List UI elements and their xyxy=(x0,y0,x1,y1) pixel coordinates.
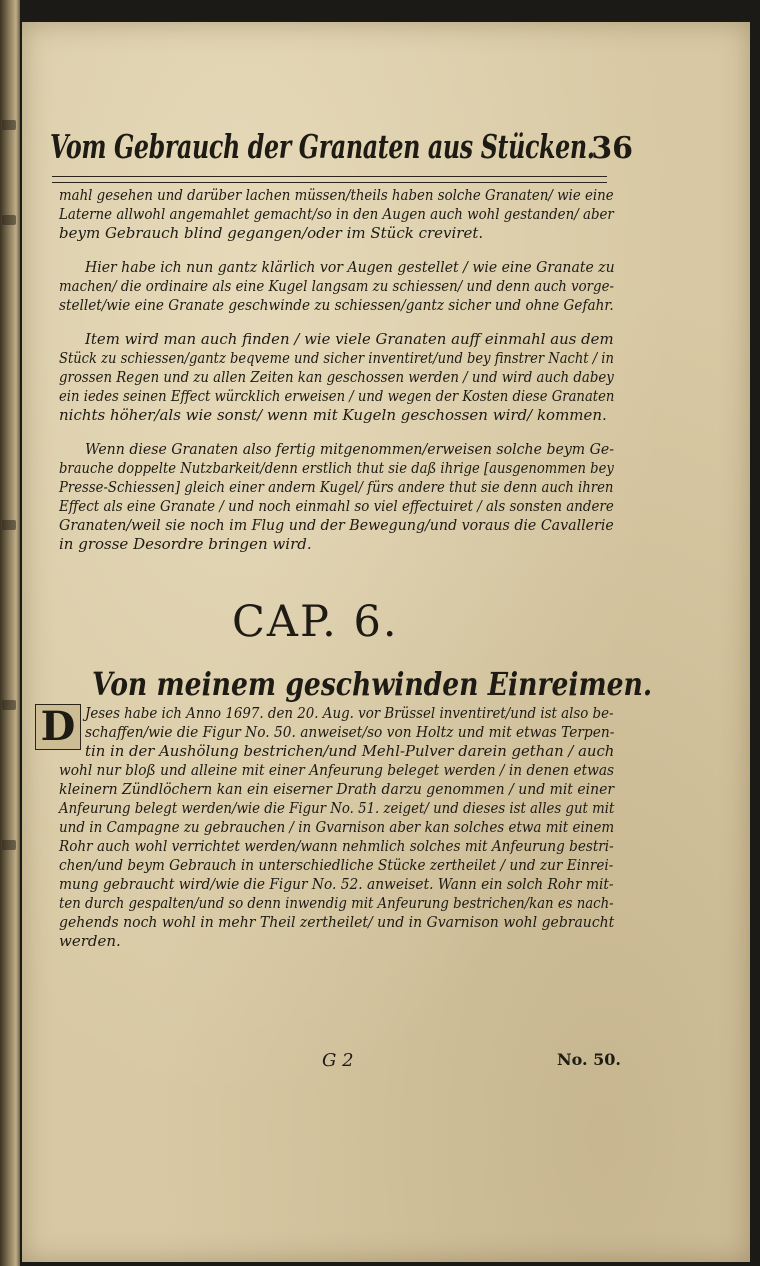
text-line: Wenn diese Granaten also fertig mitgenommen/erweisen solche beym Ge- xyxy=(85,440,615,458)
facing-page-edge xyxy=(0,0,20,1266)
text-line: nichts höher/als wie sonst/ wenn mit Kugeln geschossen wird/ kommen. xyxy=(59,406,607,424)
text-line: wohl nur bloß und alleine mit einer Anfeurung beleget werden / in denen etwas xyxy=(59,761,615,779)
page-number: 36 xyxy=(591,131,633,166)
text-line: in grosse Desordre bringen wird. xyxy=(59,535,312,553)
header-rule xyxy=(52,176,607,177)
text-line: Stück zu schiessen/gantz beqveme und sicher inventiret/und bey finstrer Nacht / in xyxy=(59,349,614,367)
text-line: Presse-Schiessen] gleich einer andern Kugel/ fürs andere thut sie denn auch ihren xyxy=(59,478,614,496)
text-line: Hier habe ich nun gantz klärlich vor Augen gestellet / wie eine Granate zu xyxy=(85,258,615,276)
text-line: tin in der Aushölung bestrichen/und Mehl-Pulver darein gethan / auch xyxy=(85,742,615,760)
text-line: machen/ die ordinaire als eine Kugel langsam zu schiessen/ und denn auch vorge- xyxy=(59,277,614,295)
text-line: schaffen/wie die Figur No. 50. anweiset/so von Holtz und mit etwas Terpen- xyxy=(85,723,615,741)
text-line: Rohr auch wohl verrichtet werden/wann nehmlich solches mit Anfeurung bestri- xyxy=(59,837,614,855)
book-page xyxy=(22,22,750,1262)
catchword: No. 50. xyxy=(557,1050,621,1069)
chapter-number: CAP. 6. xyxy=(232,597,399,647)
decorated-initial: D xyxy=(35,704,81,750)
text-line: Laterne allwohl angemahlet gemacht/so in den Augen auch wohl gestanden/ aber xyxy=(59,205,614,223)
text-line: und in Campagne zu gebrauchen / in Gvarnison aber kan solches etwa mit einem xyxy=(59,818,615,836)
text-line: stellet/wie eine Granate geschwinde zu schiessen/gantz sicher und ohne Gefahr. xyxy=(59,296,614,314)
text-line: kleinern Zündlöchern kan ein eiserner Drath darzu genommen / und mit einer xyxy=(59,780,615,798)
text-line: brauche doppelte Nutzbarkeit/denn erstlich thut sie daß ihrige [ausgenommen bey xyxy=(59,459,614,477)
text-line: Jeses habe ich Anno 1697. den 20. Aug. vor Brüssel inventiret/und ist also be- xyxy=(85,704,614,722)
text-line: werden. xyxy=(59,932,121,950)
text-line: beym Gebrauch blind gegangen/oder im Stück creviret. xyxy=(59,224,484,242)
text-line: mung gebraucht wird/wie die Figur No. 52. anweiset. Wann ein solch Rohr mit- xyxy=(59,875,614,893)
text-line: ten durch gespalten/und so denn inwendig mit Anfeurung bestrichen/kan es nach- xyxy=(59,894,614,912)
page-header xyxy=(50,127,633,177)
signature-mark: G 2 xyxy=(322,1050,354,1071)
chapter-title: Von meinem geschwinden Einreimen. xyxy=(92,665,653,703)
text-line: chen/und beym Gebrauch in unterschiedliche Stücke zertheilet / und zur Einrei- xyxy=(59,856,614,874)
running-title: Vom Gebrauch der Granaten aus Stücken. xyxy=(50,127,595,166)
text-line: gehends noch wohl in mehr Theil zertheilet/ und in Gvarnison wohl gebraucht xyxy=(59,913,615,931)
text-line: grossen Regen und zu allen Zeiten kan geschossen werden / und wird auch dabey xyxy=(59,368,614,386)
text-line: Effect als eine Granate / und noch einmahl so viel effectuiret / als sonsten andere xyxy=(59,497,614,515)
text-line: mahl gesehen und darüber lachen müssen/theils haben solche Granaten/ wie eine xyxy=(59,186,614,204)
text-line: Item wird man auch finden / wie viele Granaten auff einmahl aus dem xyxy=(85,330,614,348)
text-line: Granaten/weil sie noch im Flug und der Bewegung/und voraus die Cavallerie xyxy=(59,516,614,534)
text-line: Anfeurung belegt werden/wie die Figur No. 51. zeiget/ und dieses ist alles gut mit xyxy=(59,799,615,817)
header-rule xyxy=(52,182,607,183)
text-line: ein iedes seinen Effect würcklich erweisen / und wegen der Kosten diese Granaten xyxy=(59,387,615,405)
